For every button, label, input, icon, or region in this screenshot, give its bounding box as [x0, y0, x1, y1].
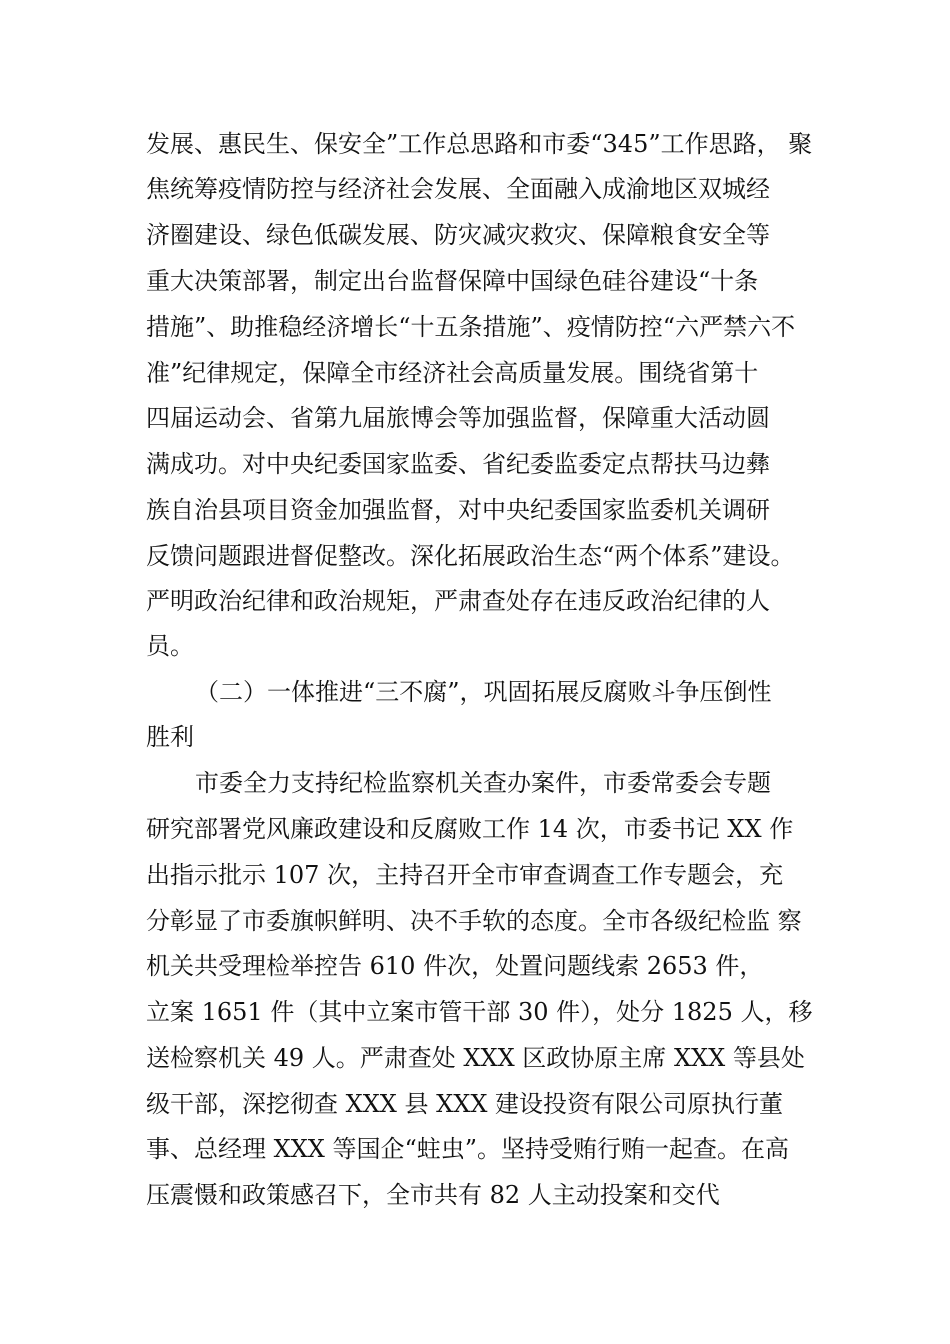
- text-line-7: 四届运动会、省第九届旅博会等加强监督，保障重大活动圆: [146, 404, 770, 432]
- text-line-11: 严明政治纪律和政治规矩，严肃查处存在违反政治纪律的人: [146, 587, 770, 615]
- section-heading-line-1: （二）一体推进“三不腐”，巩固拓展反腐败斗争压倒性: [195, 678, 772, 706]
- text-line-9: 族自治县项目资金加强监督，对中央纪委国家监委机关调研: [146, 496, 770, 524]
- text-line-21: 送检察机关 49 人。严肃查处 XXX 区政协原主席 XXX 等县处: [146, 1044, 805, 1072]
- text-line-5: 措施”、助推稳经济增长“十五条措施”、疫情防控“六严禁六不: [146, 313, 796, 341]
- text-line-2: 焦统筹疫情防控与经济社会发展、全面融入成渝地区双城经: [146, 175, 770, 203]
- text-line-20: 立案 1651 件（其中立案市管干部 30 件），处分 1825 人，移: [146, 998, 813, 1026]
- paragraph-first-line: 市委全力支持纪检监察机关查办案件，市委常委会专题: [195, 769, 771, 797]
- text-line-10: 反馈问题跟进督促整改。深化拓展政治生态“两个体系”建设。: [146, 542, 795, 570]
- text-line-22: 级干部，深挖彻查 XXX 县 XXX 建设投资有限公司原执行董: [146, 1090, 784, 1118]
- text-line-16: 研究部署党风廉政建设和反腐败工作 14 次，市委书记 XX 作: [146, 815, 794, 843]
- text-line-17: 出指示批示 107 次，主持召开全市审查调查工作专题会，充: [146, 861, 784, 889]
- text-line-19: 机关共受理检举控告 610 件次，处置问题线索 2653 件，: [146, 952, 764, 980]
- text-line-6: 准”纪律规定，保障全市经济社会高质量发展。围绕省第十: [146, 359, 759, 387]
- text-line-18: 分彰显了市委旗帜鲜明、决不手软的态度。全市各级纪检监 察: [146, 907, 802, 935]
- text-line-1: 发展、惠民生、保安全”工作总思路和市委“345”工作思路， 聚: [146, 130, 813, 158]
- text-line-23: 事、总经理 XXX 等国企“蛀虫”。坚持受贿行贿一起查。在高: [146, 1135, 790, 1163]
- text-line-12: 员。: [146, 632, 194, 660]
- text-line-3: 济圈建设、绿色低碳发展、防灾减灾救灾、保障粮食安全等: [146, 221, 770, 249]
- text-line-4: 重大决策部署，制定出台监督保障中国绿色硅谷建设“十条: [146, 267, 759, 295]
- text-line-8: 满成功。对中央纪委国家监委、省纪委监委定点帮扶马边彝: [146, 450, 770, 478]
- section-heading-line-2: 胜利: [146, 723, 194, 751]
- text-line-24: 压震慑和政策感召下，全市共有 82 人主动投案和交代: [146, 1181, 720, 1209]
